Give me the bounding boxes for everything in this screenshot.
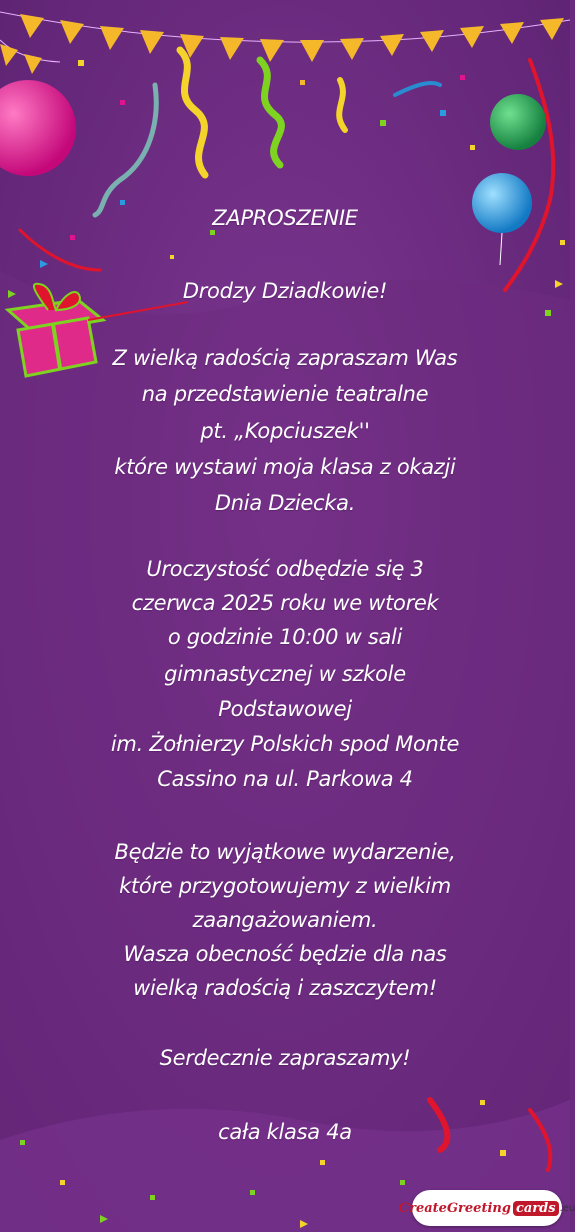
signature: cała klasa 4a	[218, 1120, 352, 1144]
paragraph-line: które przygotowujemy z wielkim	[119, 874, 451, 898]
paragraph-line: gimnastycznej w szkole	[164, 662, 406, 686]
paragraph-line: Z wielką radością zapraszam Was	[112, 346, 458, 370]
paragraph-line: o godzinie 10:00 w sali	[167, 625, 403, 649]
closing: Serdecznie zapraszamy!	[159, 1046, 411, 1070]
paragraph-line: na przedstawienie teatralne	[141, 382, 429, 406]
greeting: Drodzy Dziadkowie!	[182, 279, 388, 303]
paragraph-line: Cassino na ul. Parkowa 4	[157, 767, 413, 791]
logo-text-2: cards	[513, 1201, 559, 1216]
paragraph-line: Wasza obecność będzie dla nas	[123, 942, 447, 966]
paragraph-line: wielką radością i zaszczytem!	[133, 976, 437, 1000]
paragraph-line: Dnia Dziecka.	[214, 491, 356, 515]
paragraph-line: zaangażowaniem.	[192, 908, 378, 932]
paragraph-line: im. Żołnierzy Polskich spod Monte	[110, 732, 460, 756]
logo-text-1: CreateGreeting	[398, 1200, 511, 1216]
createGreetingCards-logo[interactable]	[398, 1190, 575, 1226]
paragraph-line: pt. „Kopciuszek''	[200, 419, 370, 443]
paragraph-line: czerwca 2025 roku we wtorek	[131, 591, 439, 615]
invitation-title: ZAPROSZENIE	[212, 206, 358, 230]
paragraph-line: Będzie to wyjątkowe wydarzenie,	[114, 840, 456, 864]
logo-text-3: .eu	[559, 1202, 575, 1214]
paragraph-line: Uroczystość odbędzie się 3	[146, 557, 424, 581]
paragraph-line: Podstawowej	[218, 697, 352, 721]
paragraph-line: które wystawi moja klasa z okazji	[114, 455, 456, 479]
